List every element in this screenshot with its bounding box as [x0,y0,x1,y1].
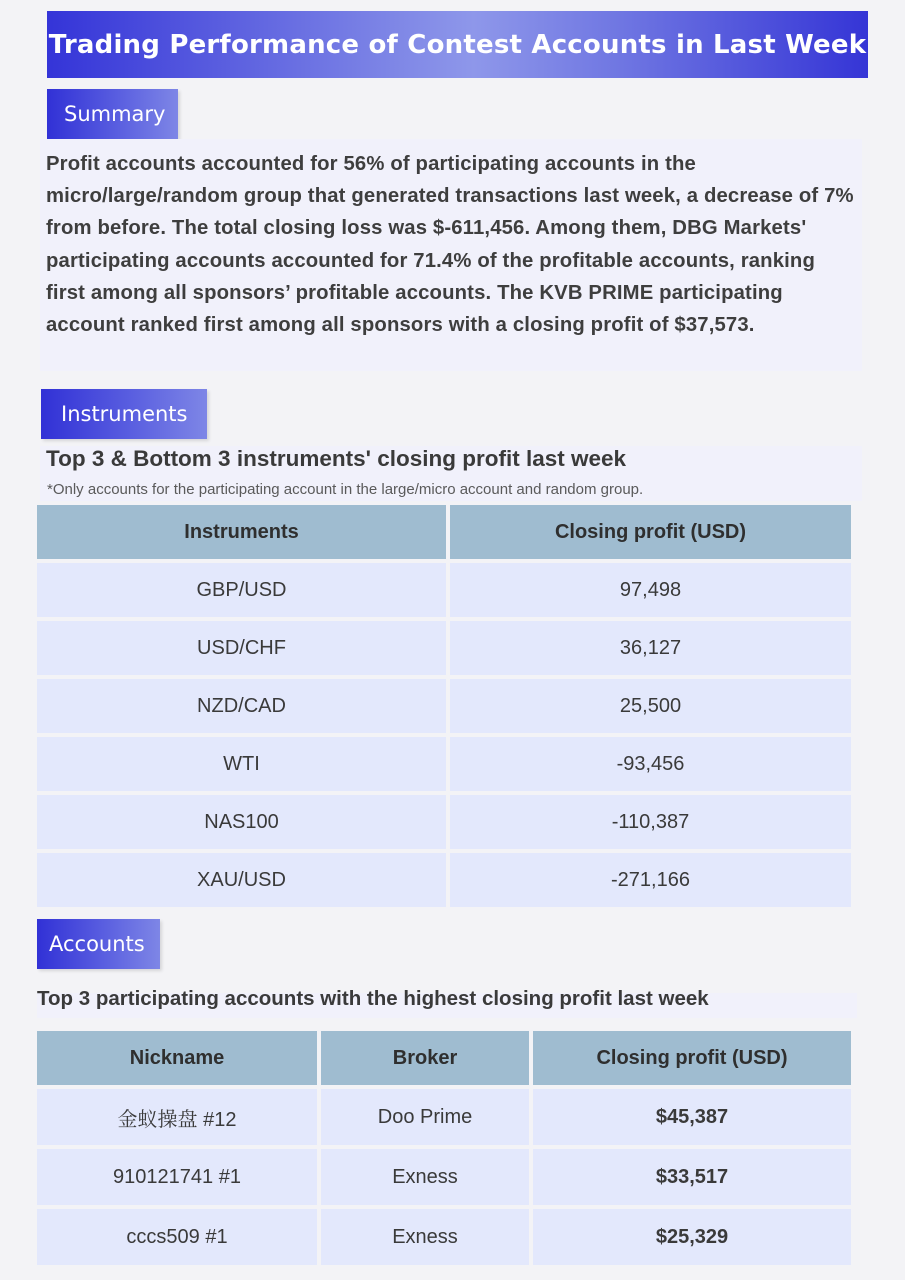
instrument-profit: 36,127 [450,621,851,675]
title-banner [47,11,868,78]
instrument-profit: -271,166 [450,853,851,907]
instrument-name: WTI [37,737,446,791]
instrument-name: NZD/CAD [37,679,446,733]
page-title: Trading Performance of Contest Accounts in Last Week [48,29,867,60]
account-broker: Exness [321,1149,529,1205]
instrument-profit: 25,500 [450,679,851,733]
instruments-title: Top 3 & Bottom 3 instruments' closing profit last week [46,446,627,471]
instruments-tag: Instruments [41,389,207,439]
instrument-profit: -93,456 [450,737,851,791]
account-nickname: 910121741 #1 [37,1149,317,1205]
account-broker: Doo Prime [321,1089,529,1145]
accounts-header-nickname: Nickname [37,1031,317,1085]
account-profit: $25,329 [533,1209,851,1265]
summary-tag: Summary [47,89,178,139]
instrument-name: USD/CHF [37,621,446,675]
instruments-header-profit: Closing profit (USD) [450,505,851,559]
account-broker: Exness [321,1209,529,1265]
account-profit: $33,517 [533,1149,851,1205]
instrument-name: NAS100 [37,795,446,849]
instrument-name: GBP/USD [37,563,446,617]
summary-text: Profit accounts accounted for 56% of participating accounts in the micro/large/random group that generated transactions last week, a decrease of 7% from before. The total closing loss was $-611,456. Among them, DBG Markets' participating accounts accounted for 71.4% of the profitable accounts, ranking first among all sponsors’ profitable accounts. The KVB PRIME participating account ranked first among all sponsors with a closing profit of $37,573. [46,153,854,337]
account-profit: $45,387 [533,1089,851,1145]
instrument-profit: -110,387 [450,795,851,849]
account-nickname: 金蚁操盘 #12 [37,1089,317,1145]
instruments-note: *Only accounts for the participating account in the large/micro account and random group. [47,481,644,498]
accounts-header-broker: Broker [321,1031,529,1085]
instrument-name: XAU/USD [37,853,446,907]
accounts-header-profit: Closing profit (USD) [533,1031,851,1085]
instruments-header-instrument: Instruments [37,505,446,559]
account-nickname: cccs509 #1 [37,1209,317,1265]
instrument-profit: 97,498 [450,563,851,617]
accounts-title: Top 3 participating accounts with the highest closing profit last week [37,987,709,1010]
accounts-tag: Accounts [37,919,160,969]
